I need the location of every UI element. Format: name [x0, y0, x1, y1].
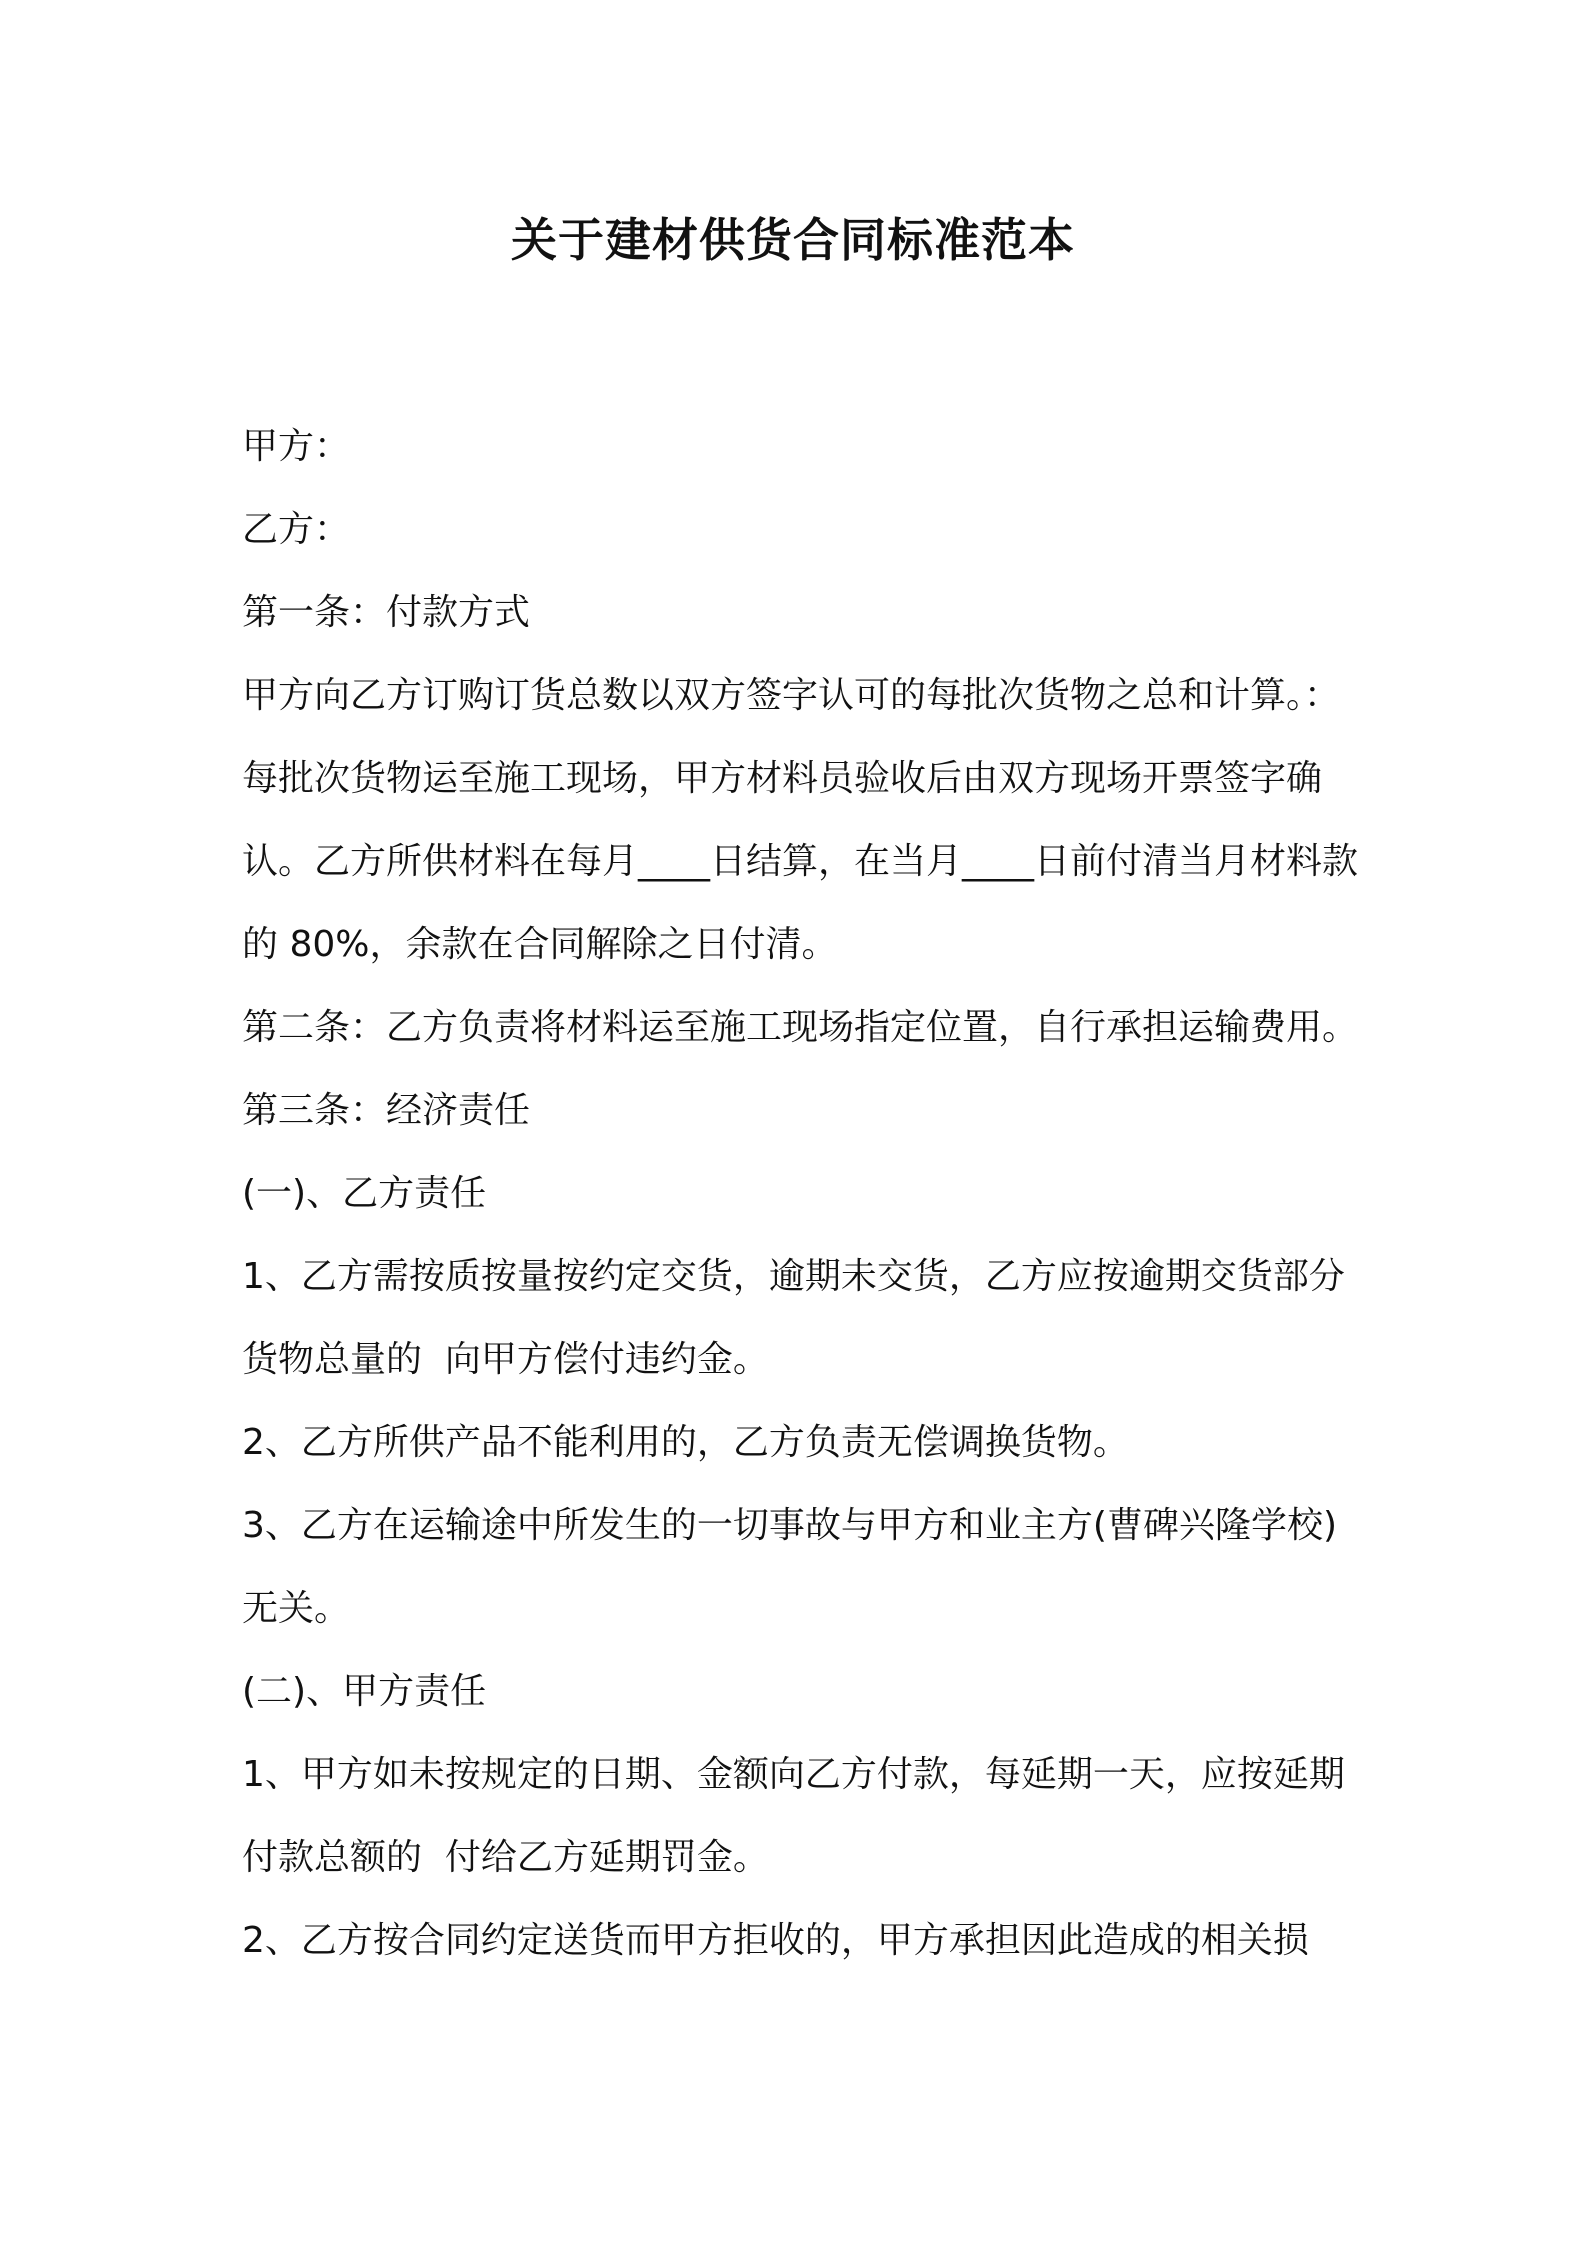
party-a-liability-item-2: 2、乙方按合同约定送货而甲方拒收的，甲方承担因此造成的相关损 — [242, 1920, 1309, 1961]
party-b-liability-item-2: 2、乙方所供产品不能利用的，乙方负责无偿调换货物。 — [242, 1422, 1129, 1463]
party-b-liability-item-3: 3、乙方在运输途中所发生的一切事故与甲方和业主方(曹碑兴隆学校)无关。 — [242, 1505, 1337, 1629]
party-a-liability-item-1: 1、甲方如未按规定的日期、金额向乙方付款，每延期一天，应按延期付款总额的 付给乙方延期罚金。 — [242, 1754, 1345, 1878]
party-b-liability-item-1: 1、乙方需按质按量按约定交货，逾期未交货，乙方应按逾期交货部分货物总量的 向甲方偿付违约金。 — [242, 1256, 1345, 1380]
document-body — [242, 405, 1362, 1982]
document-title: 关于建材供货合同标准范本 — [511, 213, 1075, 267]
article-2-text: 第二条：乙方负责将材料运至施工现场指定位置，自行承担运输费用。 — [242, 1007, 1359, 1048]
article-1-heading: 第一条：付款方式 — [242, 592, 531, 633]
party-a-line: 甲方： — [242, 426, 351, 467]
party-a-liability-heading: (二)、甲方责任 — [242, 1671, 487, 1712]
party-b-line: 乙方： — [242, 509, 351, 550]
article-3-heading: 第三条：经济责任 — [242, 1090, 531, 1131]
party-b-liability-heading: (一)、乙方责任 — [242, 1173, 487, 1214]
article-1-text: 甲方向乙方订购订货总数以双方签字认可的每批次货物之总和计算。：每批次货物运至施工现场，甲方材料员验收后由双方现场开票签字确认。乙方所供材料在每月____日结算，在当月____日前付清当月材料款的 80%，余款在合同解除之日付清。 — [242, 675, 1359, 965]
